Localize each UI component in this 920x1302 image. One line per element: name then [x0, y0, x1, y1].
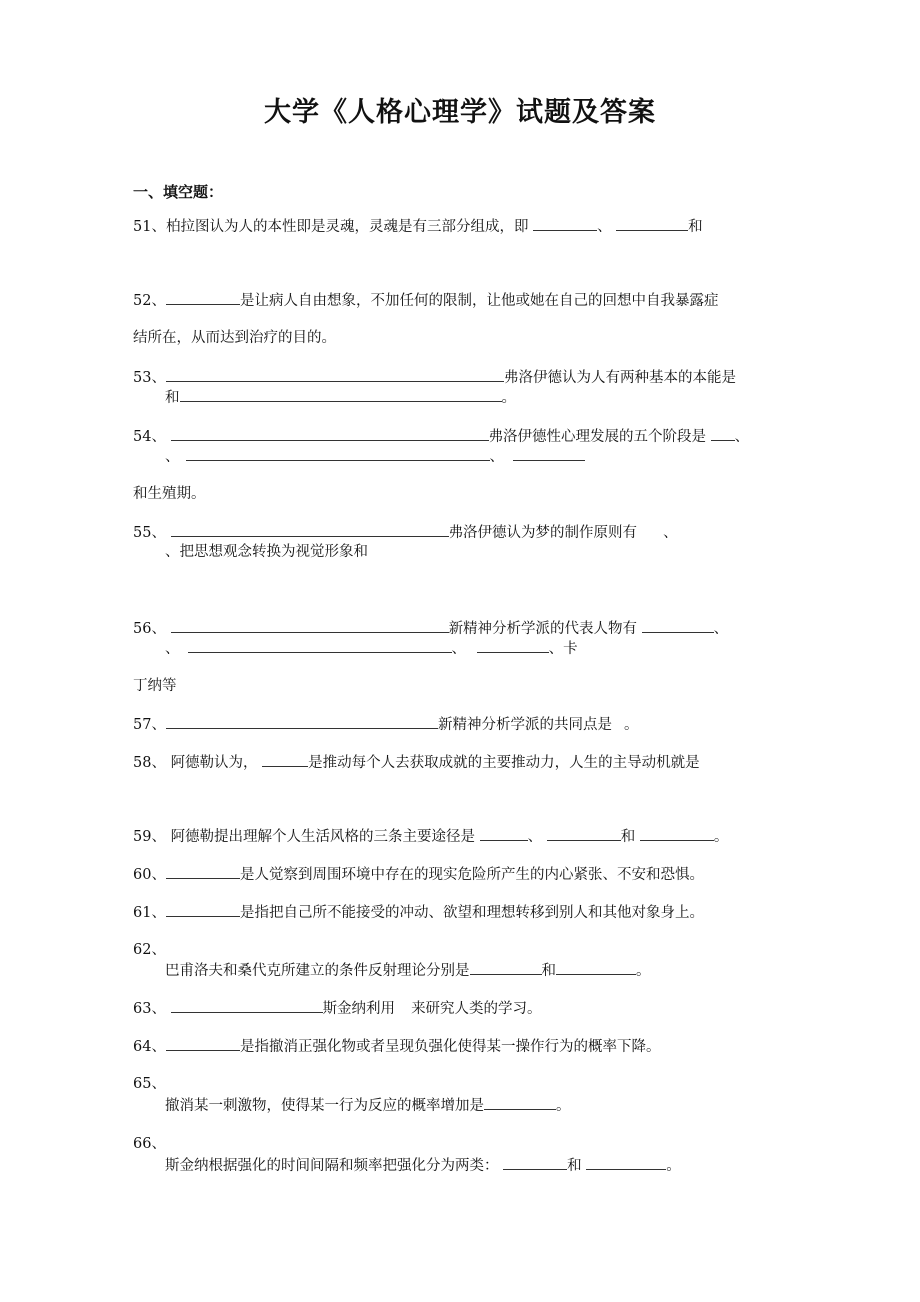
question-text: 斯金纳利用	[322, 1001, 396, 1017]
question-text: 弗洛伊德认为梦的制作原则有	[448, 525, 638, 541]
question-text: 阿德勒提出理解个人生活风格的三条主要途径是	[170, 829, 476, 845]
question-text: 是指把自己所不能接受的冲动、欲望和理想转移到别人和其他对象身上。	[239, 905, 704, 921]
question-number: 59、	[133, 829, 166, 845]
question-number: 58、	[133, 755, 166, 771]
answer-blank[interactable]	[166, 902, 240, 917]
question-text: 来研究人类的学习。	[411, 1001, 542, 1017]
question-text: 弗洛伊德认为人有两种基本的本能是	[503, 370, 736, 386]
question-54-end: 和生殖期。	[133, 486, 206, 502]
punct: 、	[663, 525, 678, 541]
question-text: 是指撤消正强化物或者呈现负强化使得某一操作行为的概率下降。	[239, 1039, 661, 1055]
answer-blank[interactable]	[503, 1155, 567, 1170]
punct: 。	[713, 829, 729, 845]
question-66: 66、	[133, 1136, 166, 1152]
question-57	[133, 714, 638, 735]
punct: 、	[165, 641, 180, 657]
punct: 。	[501, 390, 516, 406]
question-51	[133, 216, 703, 237]
question-60	[133, 864, 704, 885]
question-65: 65、	[133, 1076, 166, 1092]
answer-blank[interactable]	[616, 216, 688, 231]
question-number: 56、	[133, 621, 166, 637]
question-number: 61、	[133, 905, 166, 921]
question-text: 是人觉察到周围环境中存在的现实危险所产生的内心紧张、不安和恐惧。	[239, 867, 704, 883]
question-text: 阿德勒认为，	[170, 755, 258, 771]
punct: 、	[489, 449, 504, 465]
answer-blank[interactable]	[166, 864, 240, 879]
question-55-cont: 、把思想观念转换为视觉形象和	[165, 544, 368, 560]
answer-blank[interactable]	[180, 387, 502, 402]
answer-blank[interactable]	[640, 826, 714, 841]
answer-blank[interactable]	[171, 426, 489, 441]
question-56-end: 丁纳等	[133, 678, 177, 694]
punct: 、	[527, 829, 543, 845]
question-text: 弗洛伊德性心理发展的五个阶段是	[488, 429, 707, 445]
page-title: 大学《人格心理学》试题及答案	[264, 97, 656, 128]
question-text: 斯金纳根据强化的时间间隔和频率把强化分为两类：	[165, 1158, 499, 1174]
question-53	[133, 367, 736, 388]
answer-blank[interactable]	[188, 638, 452, 653]
punct: 。	[636, 963, 651, 979]
question-text: 和	[165, 390, 180, 406]
question-58	[133, 752, 700, 773]
question-54-cont	[165, 446, 585, 467]
question-64	[133, 1036, 660, 1057]
question-59	[133, 826, 728, 847]
answer-blank[interactable]	[513, 446, 585, 461]
punct: 和	[688, 219, 703, 235]
answer-blank[interactable]	[484, 1095, 556, 1110]
question-62: 62、	[133, 942, 166, 958]
question-number: 60、	[133, 867, 166, 883]
answer-blank[interactable]	[186, 446, 490, 461]
punct: 、	[165, 449, 180, 465]
punct: 。	[623, 717, 639, 733]
question-text: 柏拉图认为人的本性即是灵魂，灵魂是有三部分组成，即	[165, 219, 529, 235]
punct: 。	[556, 1098, 571, 1114]
question-53-cont	[165, 387, 516, 408]
question-56	[133, 618, 728, 639]
question-number: 51、	[133, 219, 166, 235]
punct: 、	[451, 641, 466, 657]
answer-blank[interactable]	[711, 426, 735, 441]
answer-blank[interactable]	[480, 826, 528, 841]
punct: 和	[567, 1158, 582, 1174]
question-number: 64、	[133, 1039, 166, 1055]
question-text: 新精神分析学派的代表人物有	[448, 621, 638, 637]
question-56-cont	[165, 638, 578, 659]
question-52-cont: 结所在，从而达到治疗的目的。	[133, 330, 336, 346]
answer-blank[interactable]	[642, 618, 714, 633]
question-62-cont	[165, 960, 651, 981]
punct: 、	[597, 219, 612, 235]
answer-blank[interactable]	[547, 826, 621, 841]
question-number: 55、	[133, 525, 166, 541]
answer-blank[interactable]	[477, 638, 549, 653]
question-text: 新精神分析学派的共同点是	[437, 717, 612, 733]
question-number: 53、	[133, 370, 166, 386]
answer-blank[interactable]	[166, 290, 240, 305]
answer-blank[interactable]	[586, 1155, 666, 1170]
punct: 、	[734, 429, 750, 445]
question-text: 是让病人自由想象，不加任何的限制，让他或她在自己的回想中自我暴露症	[239, 293, 719, 309]
punct: 和	[541, 963, 556, 979]
question-63	[133, 998, 542, 1019]
answer-blank[interactable]	[171, 998, 323, 1013]
question-66-cont	[165, 1155, 681, 1176]
question-61	[133, 902, 704, 923]
question-54	[133, 426, 749, 447]
punct: 和	[620, 829, 636, 845]
question-52	[133, 290, 718, 311]
answer-blank[interactable]	[171, 618, 449, 633]
answer-blank[interactable]	[533, 216, 597, 231]
punct: 。	[666, 1158, 681, 1174]
answer-blank[interactable]	[166, 714, 438, 729]
answer-blank[interactable]	[470, 960, 542, 975]
question-number: 63、	[133, 1001, 166, 1017]
punct: 、	[713, 621, 729, 637]
question-number: 54、	[133, 429, 166, 445]
answer-blank[interactable]	[166, 367, 504, 382]
answer-blank[interactable]	[262, 752, 308, 767]
question-number: 52、	[133, 293, 166, 309]
answer-blank[interactable]	[166, 1036, 240, 1051]
question-65-cont	[165, 1095, 571, 1116]
question-text: 撤消某一刺激物，使得某一行为反应的概率增加是	[165, 1098, 484, 1114]
question-text: 巴甫洛夫和桑代克所建立的条件反射理论分别是	[165, 963, 470, 979]
question-text: 是推动每个人去获取成就的主要推动力，人生的主导动机就是	[308, 755, 700, 771]
question-55	[133, 522, 678, 543]
section-heading: 一、填空题：	[133, 183, 224, 201]
answer-blank[interactable]	[171, 522, 449, 537]
question-number: 57、	[133, 717, 166, 733]
question-text: 、卡	[548, 641, 578, 657]
answer-blank[interactable]	[556, 960, 636, 975]
